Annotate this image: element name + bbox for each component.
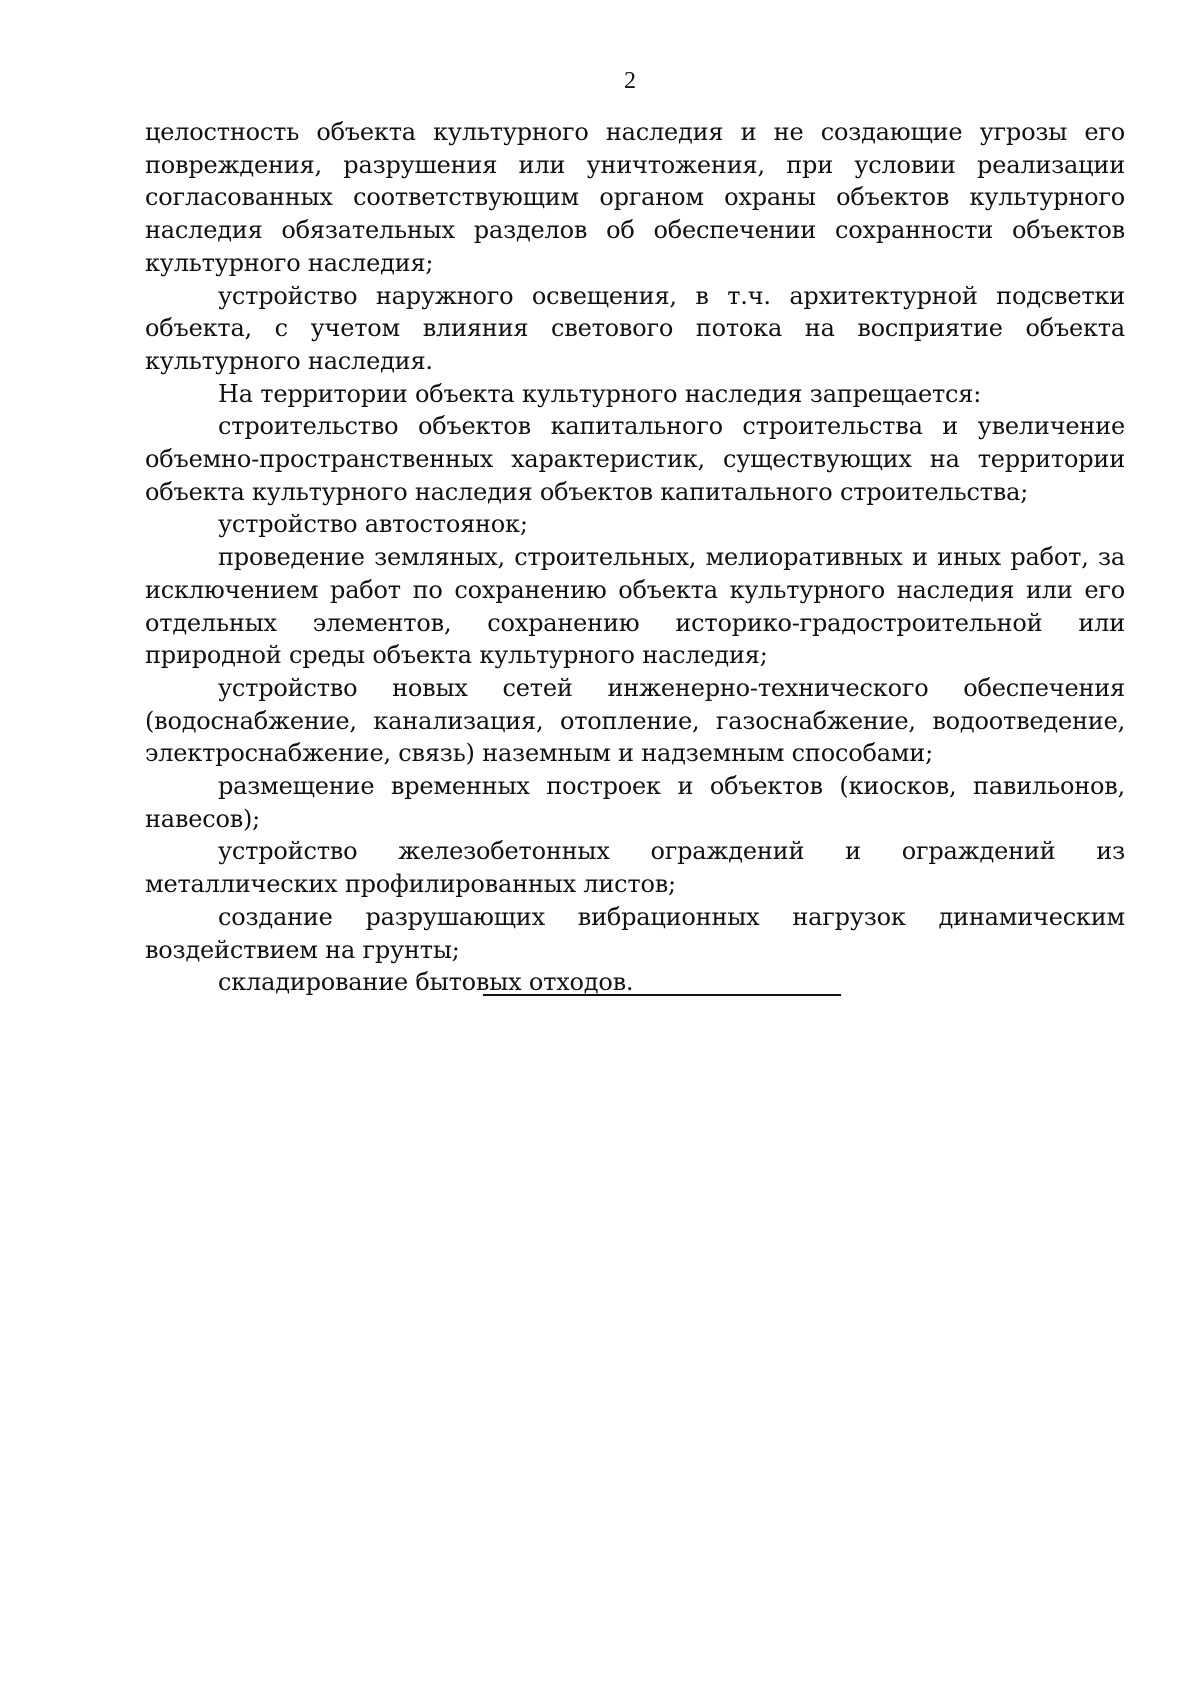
paragraph-construction: строительство объектов капитального строительства и увеличение объемно-пространственных характеристик, существующих на территории объекта культурного наследия объектов капитального строительства; — [145, 412, 1125, 506]
paragraph-earthworks: проведение земляных, строительных, мелиоративных и иных работ, за исключением работ по сохранению объекта культурного наследия или его отдельных элементов, сохранению историко-градостроительной или природной среды объекта культурного наследия; — [145, 543, 1125, 670]
paragraph-vibration-loads: создание разрушающих вибрационных нагрузок динамическим воздействием на грунты; — [145, 902, 1125, 964]
paragraph-utility-networks: устройство новых сетей инженерно-технического обеспечения (водоснабжение, канализация, отопление, газоснабжение, водоотведение, электроснабжение, связь) наземным и надземным способами; — [145, 673, 1125, 768]
page-number: 2 — [624, 68, 636, 94]
end-of-text-rule — [483, 994, 841, 996]
paragraph-waste-storage: складирование бытовых отходов. — [218, 968, 634, 997]
paragraph-fences: устройство железобетонных ограждений и ограждений из металлических профилированных листов; — [145, 837, 1125, 899]
paragraph-temporary-structures: размещение временных построек и объектов (киосков, павильонов, навесов); — [145, 772, 1125, 833]
paragraph-lighting: устройство наружного освещения, в т.ч. архитектурной подсветки объекта, с учетом влияния светового потока на восприятие объекта культурного наследия. — [145, 281, 1125, 375]
paragraph-parking: устройство автостоянок; — [218, 510, 528, 539]
document-body — [145, 116, 1125, 999]
paragraph-prohibitions-heading: На территории объекта культурного наследия запрещается: — [218, 379, 982, 408]
paragraph-continuation: целостность объекта культурного наследия и не создающие угрозы его повреждения, разрушения или уничтожения, при условии реализации согласованных соответствующим органом охраны объектов культурного наследия обязательных разделов об обеспечении сохранности объектов культурного наследия; — [145, 118, 1125, 277]
